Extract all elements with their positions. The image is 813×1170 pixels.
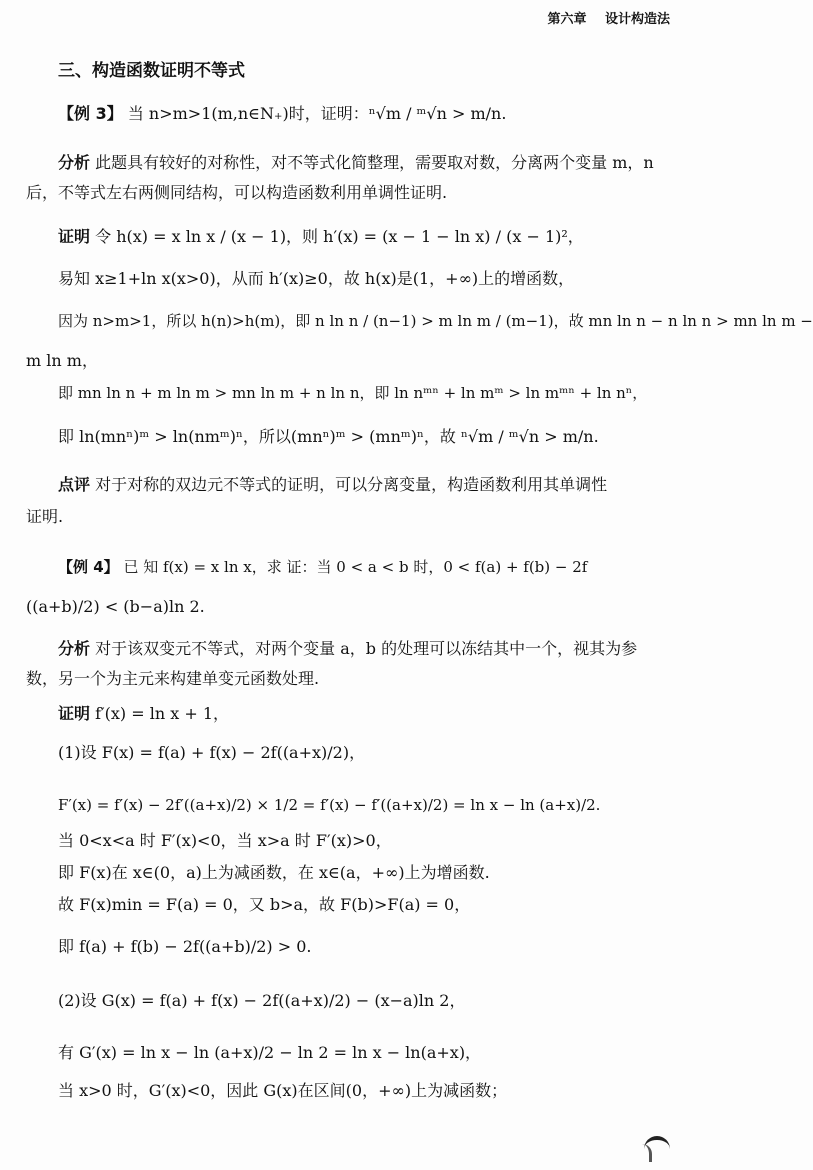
proof-4-line8: (2)设 G(x) = f(a) + f(x) − 2f((a+x)/2) − (x−a)ln 2， [58, 991, 466, 1010]
analysis-3-text: 此题具有较好的对称性，对不等式化简整理，需要取对数，分离两个变量 m，n [95, 153, 654, 172]
proof-4-line5: 即 F(x)在 x∈(0，a)上为减函数，在 x∈(a，+∞)上为增函数. [58, 863, 490, 882]
example-4-text: 已 知 f(x) = x ln x，求 证：当 0 < a < b 时，0 < f(a) + f(b) − 2f [123, 558, 588, 576]
analysis-4-tag: 分析 [58, 639, 91, 658]
proof-4-text: f′(x) = ln x + 1， [95, 704, 230, 723]
proof-3-line6: 即 ln(mnⁿ)ᵐ > ln(nmᵐ)ⁿ，所以(mnⁿ)ᵐ > (mnᵐ)ⁿ，故 ⁿ√m / ᵐ√n > m/n. [58, 427, 599, 446]
page-header [547, 8, 670, 27]
proof-4-tag: 证明 [58, 704, 91, 723]
example-4-line2: ((a+b)/2) < (b−a)ln 2. [26, 597, 205, 616]
analysis-4-line1 [58, 638, 684, 660]
proof-4-line9: 有 G′(x) = ln x − ln (a+x)/2 − ln 2 = ln x − ln(a+x)， [58, 1043, 482, 1062]
proof-4-line3: F′(x) = f′(x) − 2f′((a+x)/2) × 1/2 = f′(x) − f′((a+x)/2) = ln x − ln (a+x)/2. [58, 796, 601, 814]
proof-4-line7: 即 f(a) + f(b) − 2f((a+b)/2) > 0. [58, 937, 312, 956]
analysis-4-line2: 数，另一个为主元来构建单变元函数处理. [26, 669, 320, 688]
proof-4-line6: 故 F(x)min = F(a) = 0，又 b>a，故 F(b)>F(a) = 0， [58, 895, 471, 914]
comment-3-line2: 证明. [26, 507, 64, 526]
proof-3-tag: 证明 [58, 227, 91, 246]
proof-4-line4: 当 0<x<a 时 F′(x)<0，当 x>a 时 F′(x)>0， [58, 831, 392, 850]
proof-3-text: 令 h(x) = x ln x / (x − 1)，则 h′(x) = (x − 1 − ln x) / (x − 1)²， [95, 227, 584, 246]
example-3-tag: 【例 3】 [58, 104, 123, 123]
example-4-tag: 【例 4】 [58, 558, 119, 576]
proof-4-line1 [58, 703, 684, 725]
chapter-title: 设计构造法 [604, 12, 670, 27]
example-3-text: 当 n>m>1(m,n∈N₊)时，证明：ⁿ√m / ᵐ√n > m/n. [127, 104, 507, 123]
analysis-4-text: 对于该双变元不等式，对两个变量 a，b 的处理可以冻结其中一个，视其为参 [95, 639, 638, 658]
example-4-line1 [58, 556, 684, 578]
analysis-3-tag: 分析 [58, 153, 91, 172]
comment-3-text: 对于对称的双边元不等式的证明，可以分离变量，构造函数利用其单调性 [95, 475, 608, 494]
section-heading: 三、构造函数证明不等式 [58, 61, 245, 81]
comment-3-line1 [58, 474, 684, 496]
analysis-3-line2: 后，不等式左右两侧同结构，可以构造函数利用单调性证明. [26, 183, 448, 202]
analysis-3-line1 [58, 152, 684, 174]
proof-3-line3: 因为 n>m>1，所以 h(n)>h(m)，即 n ln n / (n−1) > m ln m / (m−1)，故 mn ln n − n ln n > mn ln m − [58, 312, 813, 330]
proof-4-line2: (1)设 F(x) = f(a) + f(x) − 2f((a+x)/2)， [58, 743, 366, 762]
proof-4-line10: 当 x>0 时，G′(x)<0，因此 G(x)在区间(0，+∞)上为减函数； [58, 1081, 508, 1100]
comment-3-tag: 点评 [58, 475, 91, 494]
proof-3-line1 [58, 226, 684, 248]
proof-3-line2: 易知 x≥1+ln x(x>0)，从而 h′(x)≥0，故 h(x)是(1，+∞)上的增函数， [58, 269, 575, 288]
proof-3-line5: 即 mn ln n + m ln m > mn ln m + n ln n，即 ln nᵐⁿ + ln mᵐ > ln mᵐⁿ + ln nⁿ， [58, 384, 648, 402]
chapter-label: 第六章 [547, 12, 587, 27]
proof-3-line4: m ln m， [26, 351, 98, 370]
example-3 [58, 103, 684, 125]
